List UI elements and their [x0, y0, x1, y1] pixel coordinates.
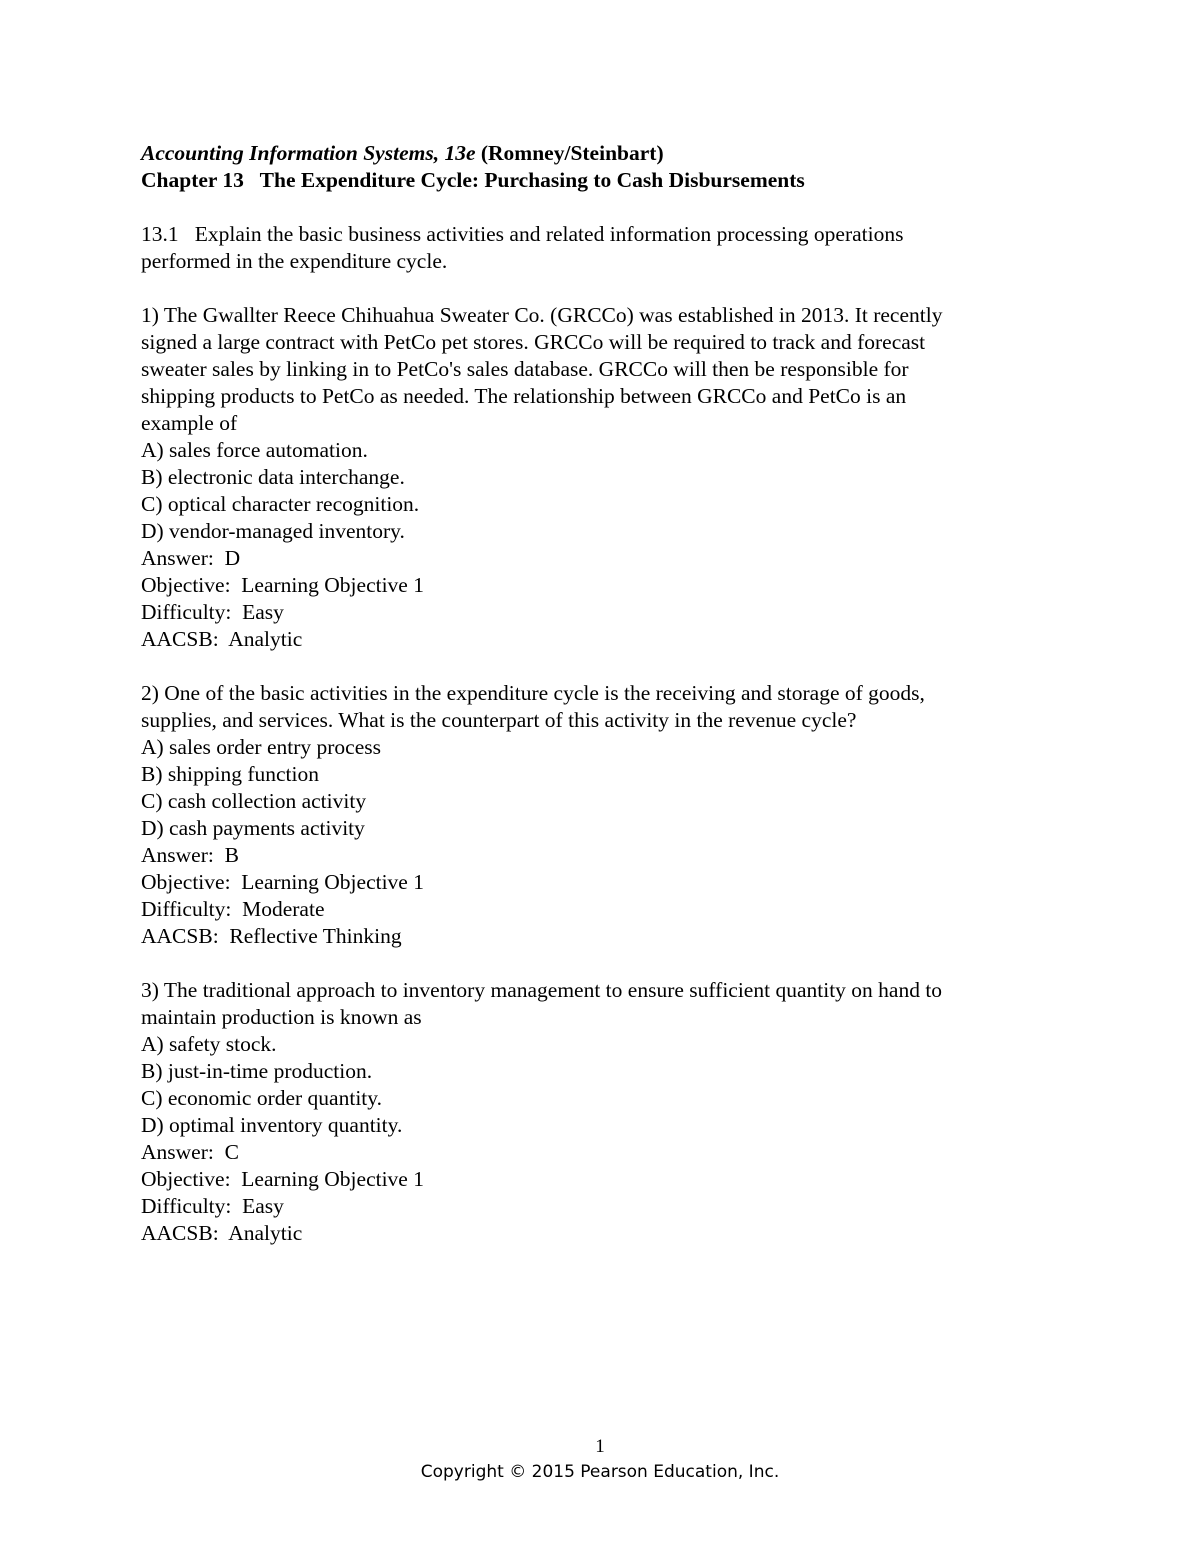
copyright-notice: Copyright © 2015 Pearson Education, Inc. [420, 1462, 780, 1482]
answer-option: B) electronic data interchange. [141, 465, 405, 489]
objective-line: performed in the expenditure cycle. [141, 249, 448, 273]
answer-key: Answer: C [141, 1140, 239, 1164]
answer-option: A) safety stock. [141, 1032, 277, 1056]
answer-option: D) optimal inventory quantity. [141, 1113, 403, 1137]
answer-option: C) optical character recognition. [141, 492, 420, 516]
question-2 [141, 680, 1061, 950]
chapter-title: Chapter 13 The Expenditure Cycle: Purchasing to Cash Disbursements [141, 168, 805, 192]
answer-option: B) shipping function [141, 762, 319, 786]
answer-option: A) sales order entry process [141, 735, 381, 759]
answer-option: B) just-in-time production. [141, 1059, 373, 1083]
objective-meta: Objective: Learning Objective 1 [141, 1167, 424, 1191]
question-stem-line: 2) One of the basic activities in the expenditure cycle is the receiving and storage of goods, [141, 681, 925, 705]
answer-key: Answer: D [141, 546, 241, 570]
answer-option: D) vendor-managed inventory. [141, 519, 405, 543]
authors: (Romney/Steinbart) [480, 141, 664, 165]
question-3 [141, 977, 1061, 1247]
page-content [141, 140, 1061, 1247]
answer-option: C) economic order quantity. [141, 1086, 383, 1110]
book-title-line [141, 140, 1061, 167]
difficulty-meta: Difficulty: Easy [141, 1194, 284, 1218]
question-stem-line: 1) The Gwallter Reece Chihuahua Sweater Co. (GRCCo) was established in 2013. It recently [141, 303, 943, 327]
difficulty-meta: Difficulty: Moderate [141, 897, 325, 921]
question-stem-line: supplies, and services. What is the counterpart of this activity in the revenue cycle? [141, 708, 857, 732]
learning-objective-section [141, 221, 1061, 275]
objective-meta: Objective: Learning Objective 1 [141, 573, 424, 597]
question-stem-line: 3) The traditional approach to inventory management to ensure sufficient quantity on hand to [141, 978, 943, 1002]
question-stem-line: maintain production is known as [141, 1005, 422, 1029]
page-number: 1 [595, 1436, 605, 1457]
difficulty-meta: Difficulty: Easy [141, 600, 284, 624]
question-stem-line: signed a large contract with PetCo pet stores. GRCCo will be required to track and forecast [141, 330, 926, 354]
answer-option: D) cash payments activity [141, 816, 365, 840]
aacsb-meta: AACSB: Analytic [141, 627, 303, 651]
book-title: Accounting Information Systems, 13e [141, 141, 476, 165]
answer-option: A) sales force automation. [141, 438, 368, 462]
question-stem-line: shipping products to PetCo as needed. The relationship between GRCCo and PetCo is an [141, 384, 907, 408]
question-stem-line: example of [141, 411, 238, 435]
answer-key: Answer: B [141, 843, 239, 867]
objective-meta: Objective: Learning Objective 1 [141, 870, 424, 894]
aacsb-meta: AACSB: Analytic [141, 1221, 303, 1245]
question-stem-line: sweater sales by linking in to PetCo's sales database. GRCCo will then be responsible for [141, 357, 909, 381]
aacsb-meta: AACSB: Reflective Thinking [141, 924, 402, 948]
question-1 [141, 302, 1061, 653]
answer-option: C) cash collection activity [141, 789, 367, 813]
objective-line: 13.1 Explain the basic business activities and related information processing operations [141, 222, 904, 246]
